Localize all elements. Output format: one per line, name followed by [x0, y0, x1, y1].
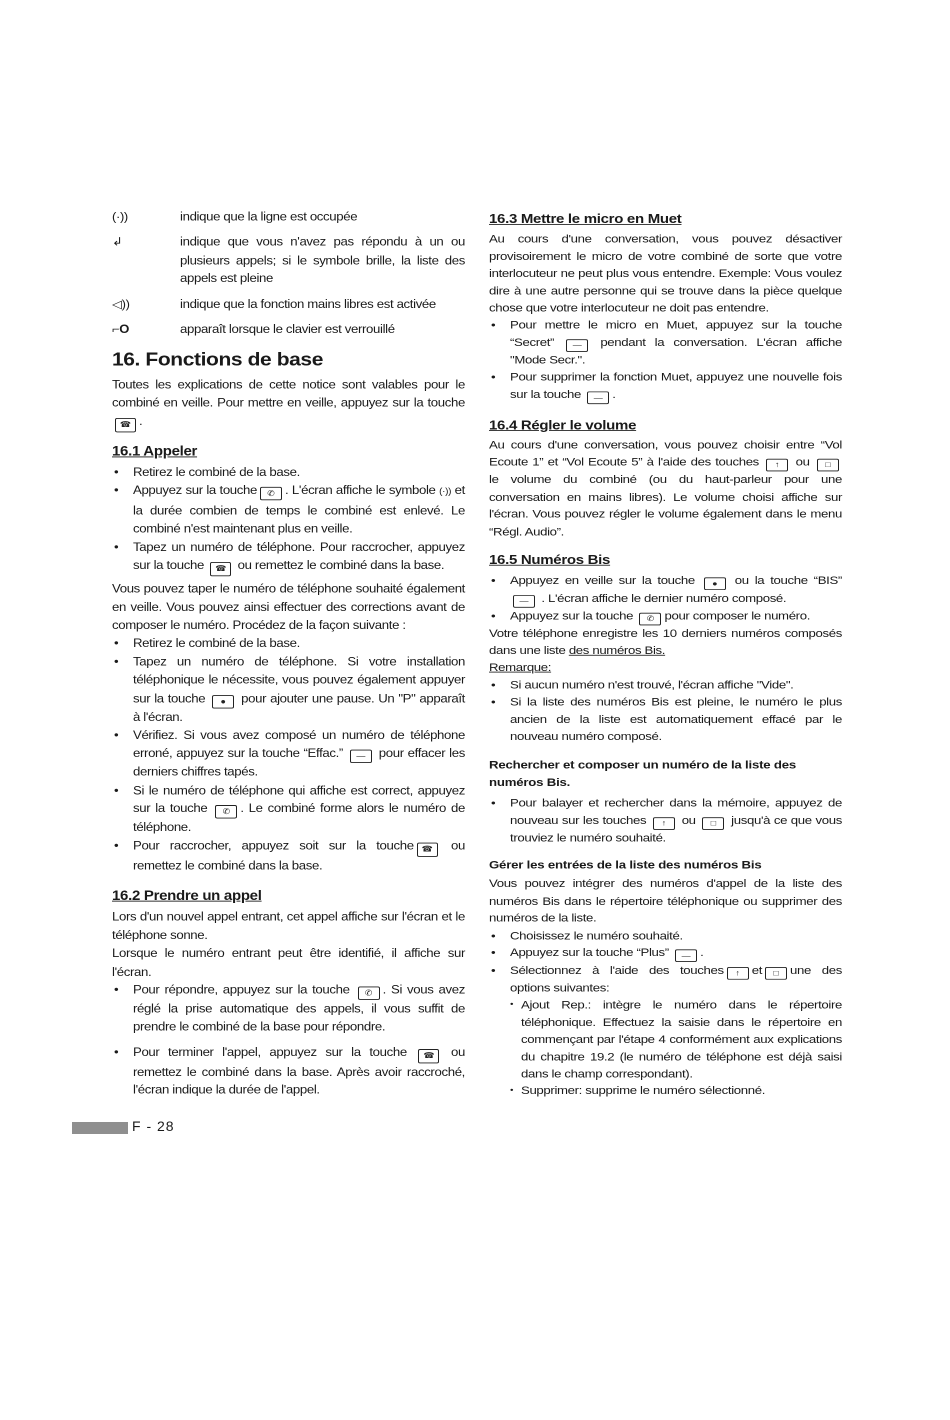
keypad-lock-icon: ⌐O	[112, 322, 130, 336]
phonebook-key-icon: □	[702, 817, 724, 830]
paragraph: Vous pouvez intégrer des numéros d'appel de la liste des numéros Bis dans le répertoire téléphonique ou supprimer des numéros de la liste.	[489, 877, 842, 925]
speaker-icon: ◁))	[112, 297, 130, 311]
remark-label: Remarque:	[489, 660, 552, 674]
talk-key-icon: ✆	[639, 612, 661, 625]
phonebook-key-icon: □	[765, 967, 787, 980]
list-item: • Pour balayer et rechercher dans la mémoire, appuyez de nouveau sur les touches ↑ ou □ jusqu'à ce que vous trouviez le numéro souhaité.	[489, 795, 842, 847]
bullet-list	[489, 572, 842, 625]
section-title: 16. Fonctions de base	[112, 349, 323, 371]
paragraph: Lors d'un nouvel appel entrant, cet appel affiche sur l'écran et le téléphone sonne.	[112, 909, 465, 942]
line-busy-icon: (·))	[112, 209, 128, 224]
list-item: • Choisissez le numéro souhaité.	[489, 927, 842, 944]
softkey-icon: —	[587, 391, 609, 404]
list-item: • Appuyez sur la touche “Plus” — .	[489, 944, 842, 962]
list-item: • Vérifiez. Si vous avez composé un numéro de téléphone erroné, appuyez sur la touche “Effac.” — pour effacer les derniers chiffres tapés.	[112, 726, 465, 781]
list-item: • Appuyez sur la touche ✆ pour composer le numéro.	[489, 607, 842, 625]
list-item: • Tapez un numéro de téléphone. Pour raccrocher, appuyez sur la touche ☎ ou remettez le combiné dans la base.	[112, 538, 465, 576]
paragraph: Votre téléphone enregistre les 10 derniers numéros composés dans une liste des numéros Bis.	[489, 626, 842, 657]
legend-text: indique que la ligne est occupée	[180, 209, 358, 224]
talk-key-icon: ✆	[358, 986, 380, 999]
bullet-list	[112, 981, 465, 1100]
legend-text: indique que la fonction mains libres est activée	[180, 297, 436, 311]
hangup-key-icon: ☎	[417, 842, 438, 856]
softkey-icon: —	[350, 750, 372, 763]
softkey-icon: —	[675, 949, 697, 962]
bullet-list	[489, 927, 842, 1100]
list-item: • Si la liste des numéros Bis est pleine, le numéro le plus ancien de la liste est automatiquement effacé par le nouveau numéro composé.	[489, 694, 842, 746]
paragraph: Lorsque le numéro entrant peut être identifié, il affiche sur l'écran.	[112, 946, 465, 979]
legend-text: indique que vous n'avez pas répondu à un ou plusieurs appels; si le symbole brille, la liste des appels est pleine	[180, 235, 465, 286]
footer-bar	[72, 1122, 128, 1134]
list-item: • Pour raccrocher, appuyez soit sur la touche ☎ ou remettez le combiné dans la base.	[112, 837, 465, 875]
paragraph: Au cours d'une conversation, vous pouvez désactiver provisoirement le micro de votre combiné de sorte que votre interlocuteur ne peut plus vous entendre. Exemple: Vous voulez dire à une autre personne qui se trouve dans la pièce quelque chose que votre interlocuteur ne doit pas entendre.	[489, 232, 842, 315]
left-column	[112, 208, 465, 1100]
hangup-key-icon: ☎	[115, 418, 136, 432]
phonebook-key-icon: □	[817, 459, 839, 472]
subsection-title: 16.4 Régler le volume	[489, 418, 637, 433]
legend-row	[112, 321, 465, 339]
list-item: • Supprimer: supprime le numéro sélectionné.	[489, 1083, 842, 1100]
hangup-key-icon: ☎	[418, 1049, 439, 1063]
bullet-list	[489, 676, 842, 745]
subsection-title: 16.5 Numéros Bis	[489, 553, 611, 568]
softkey-icon: —	[513, 595, 535, 608]
hangup-key-icon: ☎	[210, 562, 231, 576]
list-item: • Retirez le combiné de la base.	[112, 464, 465, 482]
up-key-icon: ↑	[653, 817, 675, 830]
list-item: • Pour mettre le micro en Muet, appuyez sur la touche “Secret” — pendant la conversation. L'écran affiche "Mode Secr.".	[489, 317, 842, 369]
subsection-title: 16.2 Prendre un appel	[112, 888, 262, 904]
subheading: Rechercher et composer un numéro de la liste des numéros Bis.	[489, 758, 797, 789]
redial-key-icon: ●	[212, 695, 234, 708]
icon-legend	[112, 208, 465, 339]
subheading: Gérer les entrées de la liste des numéros Bis	[489, 858, 762, 872]
missed-calls-icon: ↲	[112, 235, 123, 249]
bullet-list	[489, 317, 842, 404]
up-key-icon: ↑	[766, 459, 788, 472]
talk-key-icon: ✆	[260, 487, 282, 500]
talk-key-icon: ✆	[215, 805, 237, 818]
legend-row	[112, 208, 465, 226]
list-item: • Pour supprimer la fonction Muet, appuyez une nouvelle fois sur la touche — .	[489, 369, 842, 404]
bullet-list	[489, 795, 842, 847]
list-item: • Retirez le combiné de la base.	[112, 635, 465, 653]
softkey-icon: —	[566, 339, 588, 352]
list-item: • Pour terminer l'appel, appuyez sur la touche ☎ ou remettez le combiné dans la base. Après avoir raccroché, l'écran indique la durée de l'appel.	[112, 1044, 465, 1100]
list-item: • Si aucun numéro n'est trouvé, l'écran affiche "Vide".	[489, 676, 842, 693]
paragraph: Au cours d'une conversation, vous pouvez choisir entre “Vol Ecoute 1” et “Vol Ecoute 5” à l'aide des touches ↑ ou □ le volume du combiné (ou du haut-parleur pour une conversation en mains libres). Le volume choisi affiche sur l'écran. Vous pouvez régler le volume également dans le menu “Régl. Audio”.	[489, 438, 842, 538]
subsection-title: 16.1 Appeler	[112, 443, 198, 459]
list-item: • Pour répondre, appuyez sur la touche ✆ . Si vous avez réglé la prise automatique des appels, il vous suffit de prendre le combiné de la base pour répondre.	[112, 981, 465, 1036]
up-key-icon: ↑	[727, 967, 749, 980]
subsection-title: 16.3 Mettre le micro en Muet	[489, 212, 682, 227]
bullet-list	[112, 635, 465, 875]
redial-key-icon: ●	[704, 577, 726, 590]
line-busy-icon: (·))	[439, 487, 452, 498]
bullet-list	[112, 464, 465, 577]
right-column	[489, 208, 842, 1100]
list-item: • Ajout Rep.: intègre le numéro dans le répertoire téléphonique. Effectuez la saisie dans le répertoire en commençant par l'étape 4 conformément aux explications du chapitre 19.2 (le numéro de téléphone est déjà saisi dans le champ correspondant).	[489, 997, 842, 1083]
list-item: • Tapez un numéro de téléphone. Si votre installation téléphonique le nécessite, vous pouvez également appuyer sur la touche ● pour ajouter une pause. Un "P" apparaît à l'écran.	[112, 653, 465, 726]
list-item: • Appuyez sur la touche ✆ . L'écran affiche le symbole (·)) et la durée combien de temps le combiné est enlevé. Le combiné n'est maintenant plus en veille.	[112, 482, 465, 539]
section-intro: Toutes les explications de cette notice sont valables pour le combiné en veille. Pour mettre en veille, appuyez sur la touche ☎ .	[112, 376, 465, 432]
page-number: F - 28	[132, 1118, 175, 1134]
legend-row	[112, 295, 465, 313]
list-item: • Sélectionnez à l'aide des touches ↑ et □ une des options suivantes:	[489, 962, 842, 997]
legend-row	[112, 233, 465, 288]
list-item: • Si le numéro de téléphone qui affiche est correct, appuyez sur la touche ✆ . Le combiné forme alors le numéro de téléphone.	[112, 782, 465, 837]
legend-text: apparaît lorsque le clavier est verrouillé	[180, 322, 395, 336]
paragraph: Vous pouvez taper le numéro de téléphone souhaité également en veille. Vous pouvez ainsi effectuer des corrections avant de composer le numéro. Procédez de la façon suivante :	[112, 581, 465, 632]
list-item: • Appuyez en veille sur la touche ● ou la touche “BIS” — . L'écran affiche le dernier numéro composé.	[489, 572, 842, 607]
